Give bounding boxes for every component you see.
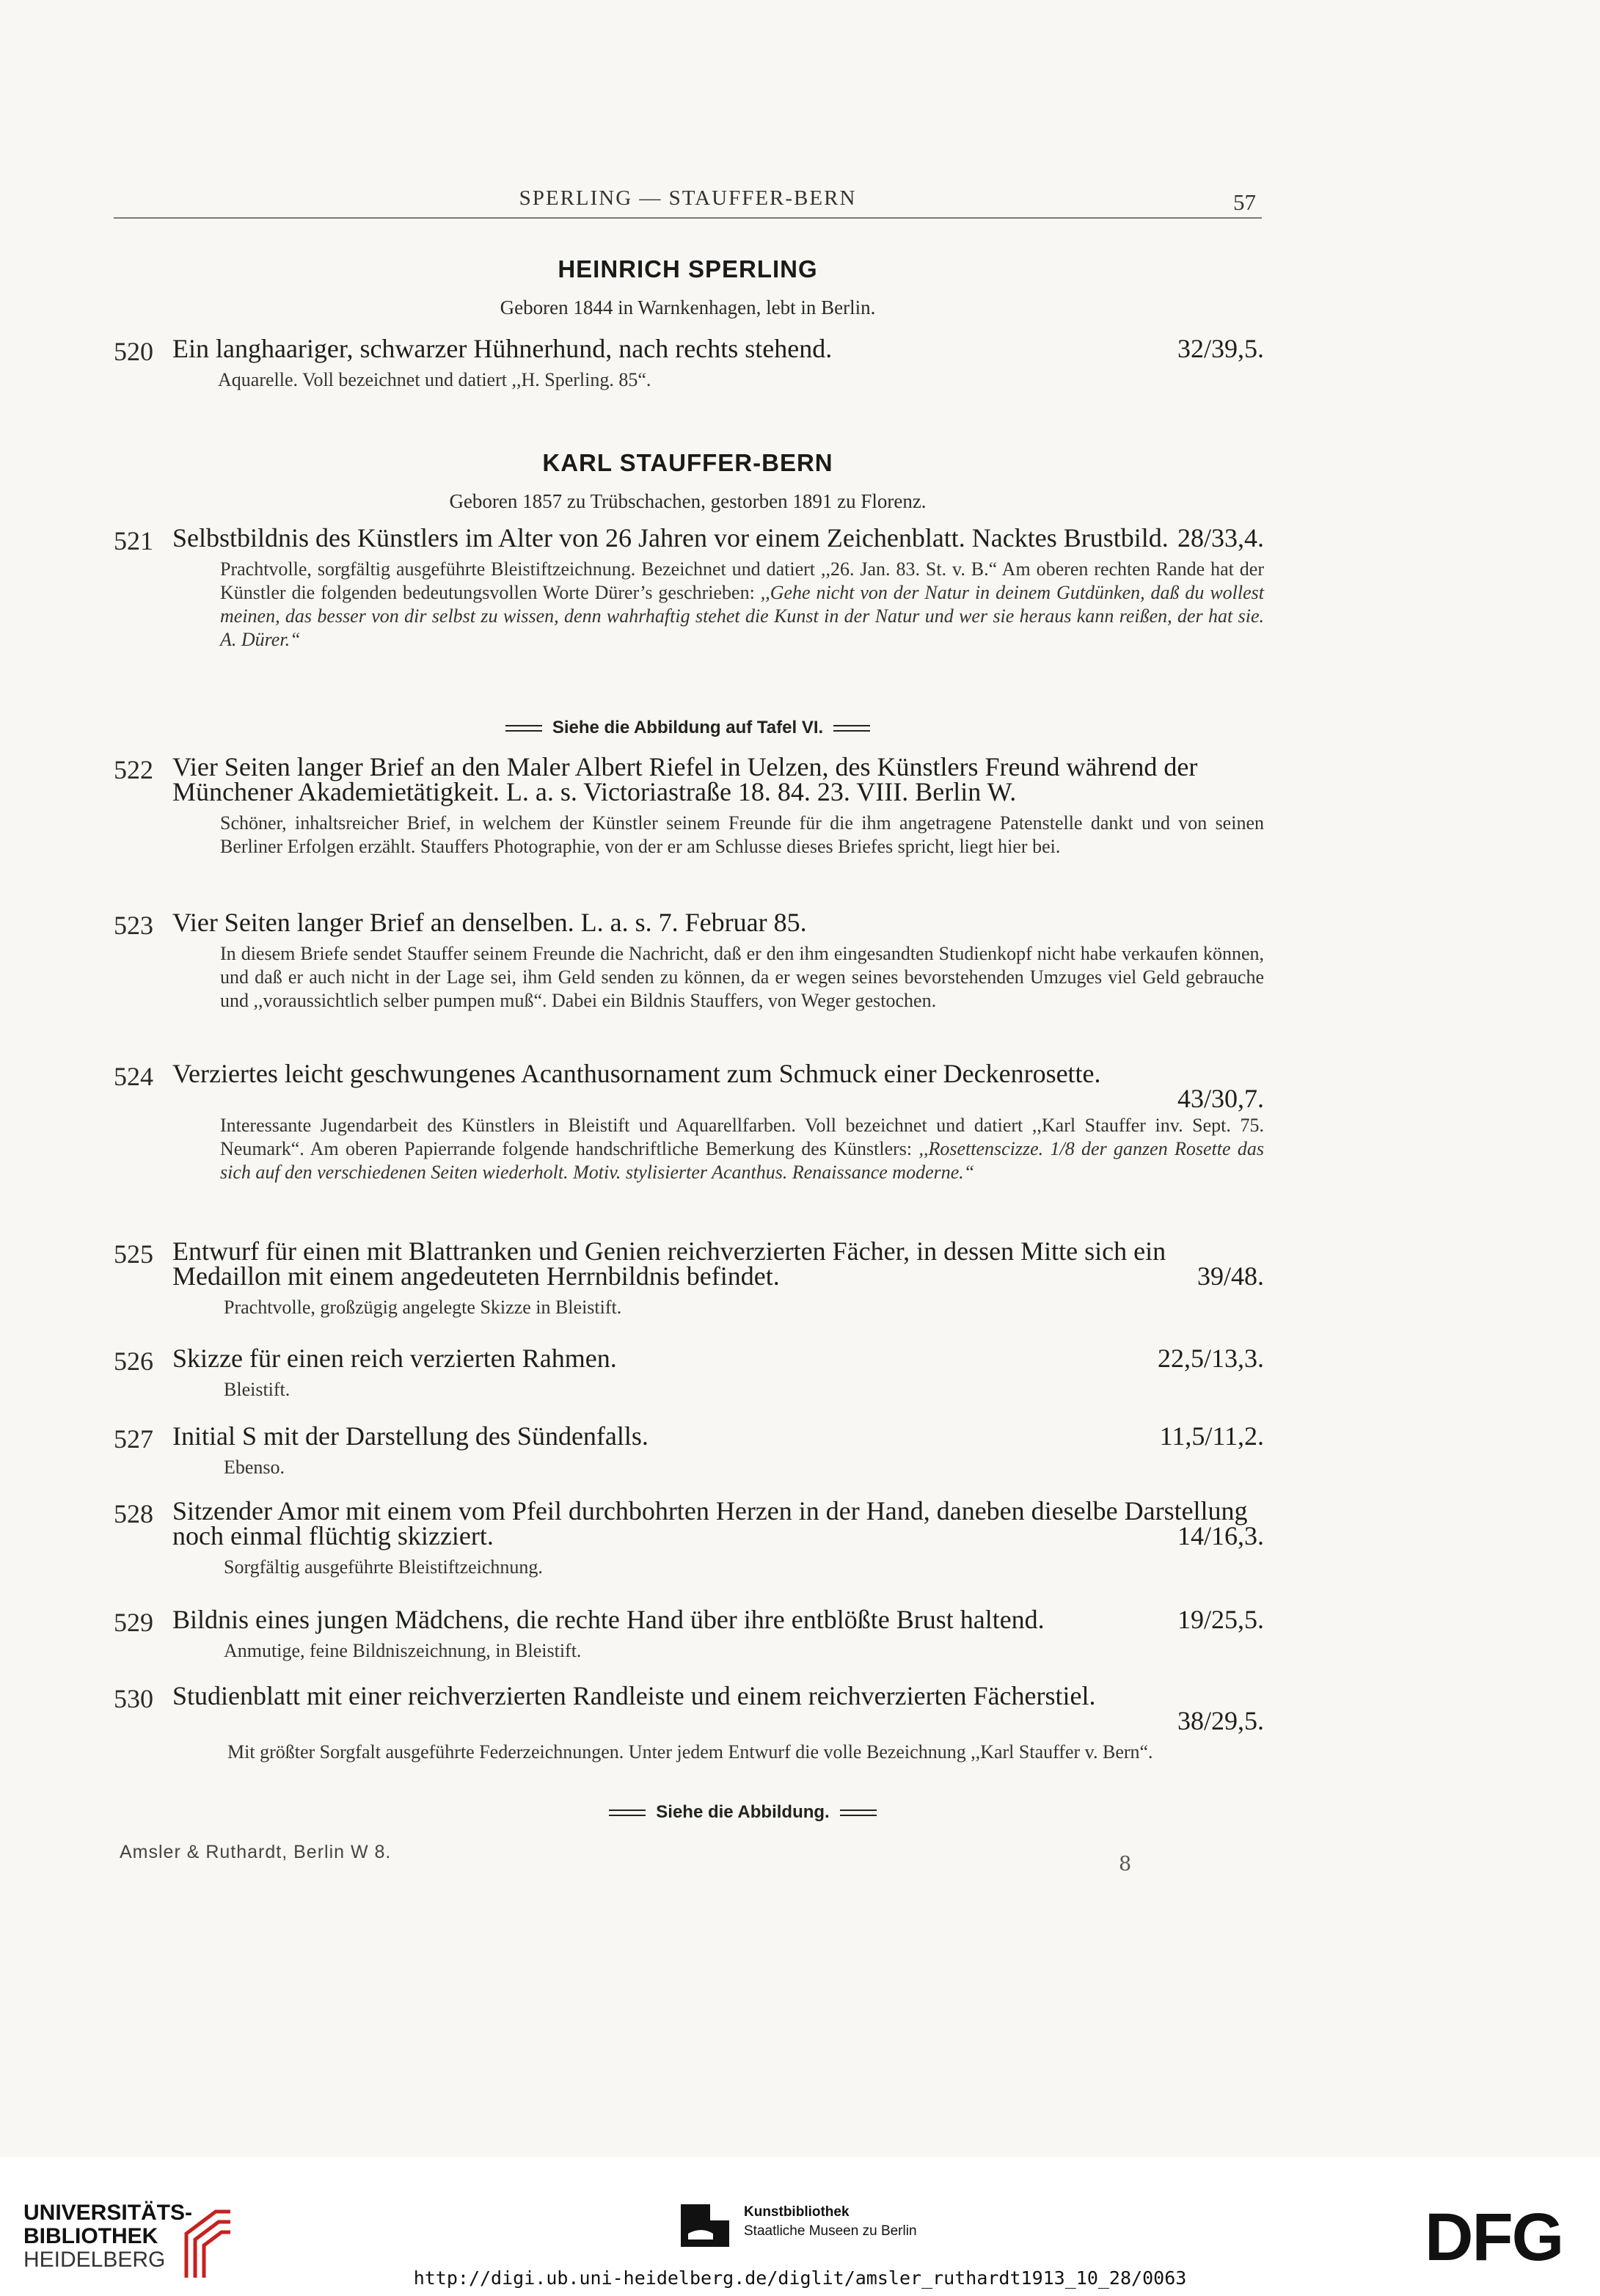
lot-number: 527 <box>114 1424 153 1454</box>
lot-number: 525 <box>114 1239 153 1269</box>
lot-measure: 19/25,5. <box>1177 1605 1264 1634</box>
catalogue-entry-526 <box>114 1346 1264 1402</box>
publisher-imprint: Amsler & Ruthardt, Berlin W 8. <box>120 1842 392 1862</box>
artist-heading-stauffer: KARL STAUFFER-BERN <box>542 449 833 476</box>
double-rule-icon <box>840 1810 877 1816</box>
lot-number: 521 <box>114 526 153 555</box>
catalogue-entry-520 <box>114 336 1264 392</box>
lot-title: Ein langhaariger, schwarzer Hühnerhund, nach rechts stehend. <box>172 334 833 363</box>
ub-heidelberg-logo[interactable] <box>23 2201 192 2272</box>
lot-description: Bleistift. <box>224 1379 291 1400</box>
lot-description: Mit größter Sorgfalt ausgeführte Federzeichnungen. Unter jedem Entwurf die volle Bezeichnung ,,Karl Stauffer v. Bern“. <box>227 1741 1153 1763</box>
lot-description: Aquarelle. Voll bezeichnet und datiert ,,H. Sperling. 85“. <box>218 369 651 390</box>
page-number: 57 <box>1233 189 1256 215</box>
lot-title: Selbstbildnis des Künstlers im Alter von 26 Jahren vor einem Zeichenblatt. Nacktes Brustbild. <box>172 523 1169 553</box>
artist-bio-sperling: Geboren 1844 in Warnkenhagen, lebt in Berlin. <box>500 296 876 318</box>
dfg-wordmark: DFG <box>1425 2207 1563 2266</box>
double-rule-icon <box>609 1810 646 1816</box>
ub-line-2: BIBLIOTHEK <box>23 2224 158 2248</box>
lot-description <box>220 1114 1264 1184</box>
artist-heading-sperling: HEINRICH SPERLING <box>558 255 818 283</box>
double-rule-icon <box>505 725 542 732</box>
catalogue-entry-528 <box>114 1498 1264 1579</box>
lot-description <box>220 558 1264 652</box>
lot-title: Vier Seiten langer Brief an den Maler Albert Riefel in Uelzen, des Künstlers Freund während der Münchener Akademietätigkeit. L. a. s. Victoriastraße 18. 84. 23. VIII. Berlin W. <box>172 752 1198 806</box>
lot-title: Studienblatt mit einer reichverzierten Randleiste und einem reichverzierten Fächerstiel. <box>172 1681 1096 1710</box>
plate-reference <box>55 1802 1431 1823</box>
lot-number: 526 <box>114 1346 153 1376</box>
lot-description: Schöner, inhaltsreicher Brief, in welchem der Künstler seinem Freunde für die ihm angetragene Patenstelle dankt und von seinen Berliner Erfolgen erzählt. Stauffers Photographie, von der er am Schlusse dieses Briefes spricht, liegt hier bei. <box>220 812 1264 857</box>
plate-reference-tafel-vi <box>0 718 1376 738</box>
lot-title: Skizze für einen reich verzierten Rahmen. <box>172 1344 617 1373</box>
lot-description: Anmutige, feine Bildniszeichnung, in Bleistift. <box>224 1640 582 1661</box>
running-header <box>114 182 1262 219</box>
lot-title: Entwurf für einen mit Blattranken und Genien reichverzierten Fächer, in dessen Mitte sich ein Medaillon mit einem angedeuteten Herrnbildnis befindet. <box>172 1236 1166 1291</box>
kunstbibliothek-subtitle: Staatliche Museen zu Berlin <box>744 2223 917 2239</box>
ub-line-3: HEIDELBERG <box>23 2248 166 2272</box>
lot-description: Sorgfältig ausgeführte Bleistiftzeichnung. <box>224 1556 543 1578</box>
lot-measure: 22,5/13,3. <box>1157 1344 1264 1373</box>
double-rule-icon <box>833 725 870 732</box>
lot-measure: 28/33,4. <box>1177 523 1264 553</box>
lot-title: Bildnis eines jungen Mädchens, die rechte Hand über ihre entblößte Brust haltend. <box>172 1605 1045 1634</box>
ub-line-1: UNIVERSITÄTS- <box>23 2201 193 2225</box>
plate-reference-text: Siehe die Abbildung. <box>656 1802 830 1822</box>
lot-number: 528 <box>114 1499 153 1528</box>
lot-number: 530 <box>114 1684 153 1713</box>
lot-measure: 11,5/11,2. <box>1159 1421 1264 1451</box>
lot-measure: 39/48. <box>1197 1261 1264 1291</box>
lot-description-text: Interessante Jugendarbeit des Künstlers in Bleistift und Aquarellfarben. Voll bezeichnet und datiert ,,Karl Stauffer inv. Sept. 75. Neumark“. Am oberen Papierrande folgende handschriftliche Bemerkung des Künstlers: <box>220 1115 1264 1159</box>
lot-title: Vier Seiten langer Brief an denselben. L. a. s. 7. Februar 85. <box>172 908 807 937</box>
lot-description: In diesem Briefe sendet Stauffer seinem Freunde die Nachricht, daß er den ihm eingesandten Studienkopf nicht habe verkaufen können, und daß er auch nicht in der Lage sei, ihm Geld senden zu können, da er wegen seines bevorstehenden Umzuges viel Geld gebrauche und ,,voraussichtlich selber pumpen muß“. Dabei ein Bildnis Stauffers, von Weger gestochen. <box>220 943 1264 1011</box>
catalogue-entry-527 <box>114 1421 1264 1479</box>
lot-number: 520 <box>114 337 153 366</box>
catalogue-entry-524 <box>114 1061 1264 1184</box>
catalogue-entry-521 <box>114 525 1264 652</box>
permalink-url[interactable]: http://digi.ub.uni-heidelberg.de/diglit/amsler_ruthardt1913_10_28/0063 <box>413 2267 1187 2289</box>
catalogue-entry-530 <box>114 1683 1264 1764</box>
catalogue-entry-523 <box>114 910 1264 1013</box>
lot-description-text: Prachtvolle, sorgfältig ausgeführte Bleistiftzeichnung. Bezeichnet und datiert ,,26. Jan. 83. St. v. B.“ Am oberen rechten Rande hat der Künstler die folgenden bedeutungsvollen Worte Dürer’s geschrieben: <box>220 558 1264 603</box>
catalogue-entry-529 <box>114 1607 1264 1663</box>
plate-reference-text: Siehe die Abbildung auf Tafel VI. <box>552 718 824 737</box>
dfg-logo[interactable] <box>1425 2207 1579 2266</box>
lot-measure: 38/29,5. <box>1177 1706 1264 1735</box>
lot-measure: 43/30,7. <box>1177 1084 1264 1113</box>
lot-number: 523 <box>114 911 153 940</box>
sheet-signature: 8 <box>1119 1853 1132 1876</box>
catalogue-entry-522 <box>114 754 1264 859</box>
digitization-footer <box>0 2157 1600 2296</box>
lot-title: Verziertes leicht geschwungenes Acanthusornament zum Schmuck einer Deckenrosette. <box>172 1059 1101 1088</box>
lot-description: Ebenso. <box>224 1457 285 1478</box>
lot-number: 522 <box>114 755 153 784</box>
lot-description: Prachtvolle, großzügig angelegte Skizze in Bleistift. <box>224 1297 622 1318</box>
kunstbibliothek-name: Kunstbibliothek <box>744 2204 850 2220</box>
kunstbibliothek-emblem-icon <box>681 2204 729 2247</box>
lot-title: Initial S mit der Darstellung des Sündenfalls. <box>172 1421 649 1451</box>
artist-note: ,,Rosettenscizze. 1/8 der ganzen Rosette das sich auf den verschiedenen Seiten wiederholt. Motiv. stylisierter Acanthus. Renaissance moderne.“ <box>220 1138 1264 1183</box>
lot-number: 524 <box>114 1062 153 1091</box>
lot-title: Sitzender Amor mit einem vom Pfeil durchbohrten Herzen in der Hand, daneben dieselbe Darstellung noch einmal flüchtig skizziert. <box>172 1496 1248 1550</box>
lot-measure: 14/16,3. <box>1177 1521 1264 1550</box>
durer-quote: ,,Gehe nicht von der Natur in deinem Gutdünken, daß du wollest meinen, das besser von dir selbst zu wissen, denn wahrhaftig stehet die Kunst in der Natur und wer sie heraus kann reißen, der hat sie. A. Dürer.“ <box>220 582 1264 650</box>
artist-bio-stauffer: Geboren 1857 zu Trübschachen, gestorben 1891 zu Florenz. <box>449 490 927 512</box>
catalogue-entry-525 <box>114 1236 1264 1319</box>
lot-measure: 32/39,5. <box>1177 334 1264 363</box>
lot-number: 529 <box>114 1608 153 1637</box>
running-title: SPERLING — STAUFFER-BERN <box>519 186 857 210</box>
